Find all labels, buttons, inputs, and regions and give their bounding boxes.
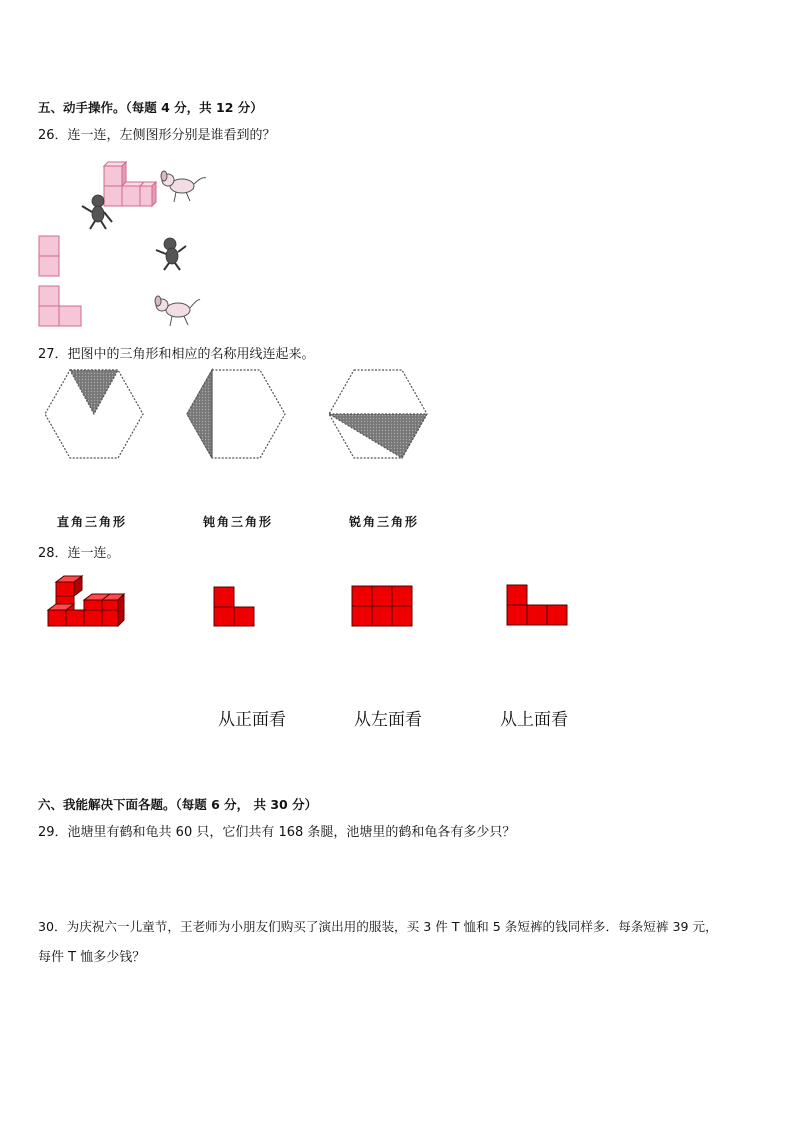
- red-view-wide-l: [507, 585, 567, 625]
- label-front-view: 从正面看: [218, 710, 286, 730]
- label-right-triangle: 直角三角形: [57, 515, 128, 529]
- question-30-line-1: 30．为庆祝六一儿童节，王老师为小朋友们购买了演出用的服装，买 3 件 T 恤和 5 条短裤的钱同样多．每条短裤 39 元，: [38, 919, 718, 934]
- label-acute-triangle: 锐角三角形: [349, 515, 420, 529]
- label-left-view: 从左面看: [354, 710, 422, 730]
- question-29-text: 29．池塘里有鹤和龟共 60 只，它们共有 168 条腿，池塘里的鹤和龟各有多少只？: [38, 825, 516, 840]
- question-27-text: 27．把图中的三角形和相应的名称用线连起来。: [38, 347, 315, 362]
- label-top-view: 从上面看: [500, 710, 568, 730]
- label-obtuse-triangle: 钝角三角形: [203, 515, 274, 529]
- red-view-2x3-grid: [352, 586, 412, 626]
- question-26-text: 26．连一连，左侧图形分别是谁看到的？: [38, 128, 276, 143]
- section-5-heading: 五、动手操作。（每题 4 分，共 12 分）: [38, 100, 263, 115]
- section-6-heading: 六、我能解决下面各题。（每题 6 分， 共 30 分）: [38, 797, 318, 812]
- red-cube-structure: [48, 576, 124, 626]
- question-28-text: 28．连一连。: [38, 546, 120, 561]
- red-view-small-l: [214, 587, 254, 626]
- question-30-line-2: 每件 T 恤多少钱？: [38, 950, 146, 965]
